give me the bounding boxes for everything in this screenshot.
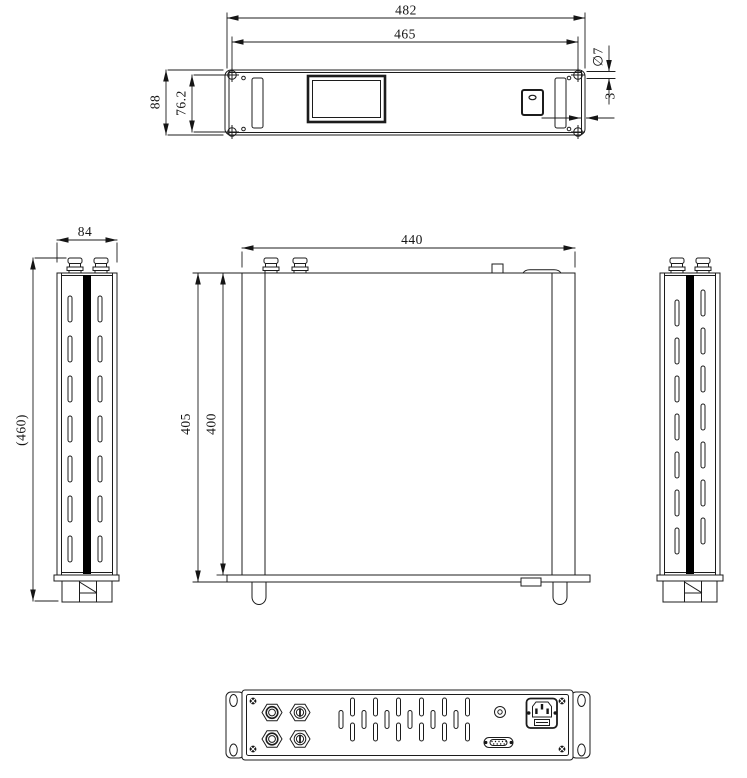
side-view-left xyxy=(14,224,120,602)
dim-overall-height: 88 xyxy=(147,94,163,110)
panel-screw-hole xyxy=(242,127,246,131)
dim-mounting-width: 465 xyxy=(394,26,416,42)
dim-edge-gap: 3 xyxy=(602,92,618,100)
top-base-plate xyxy=(227,575,590,605)
top-view xyxy=(178,232,590,605)
power-switch xyxy=(522,90,543,115)
top-cable-glands xyxy=(263,258,308,273)
dim-overall-width: 482 xyxy=(395,2,417,18)
panel-screw-hole xyxy=(242,76,246,80)
top-cable-glands xyxy=(67,258,109,273)
top-dome-cover xyxy=(523,270,561,273)
rear-view xyxy=(226,690,590,760)
front-vent-slot-right xyxy=(555,78,566,128)
dim-body-depth: 400 xyxy=(203,413,219,435)
top-cable-glands xyxy=(669,258,711,273)
display-window xyxy=(308,76,385,122)
top-dimensions xyxy=(178,232,575,582)
side-base-foot xyxy=(657,575,723,602)
dim-side-height: (460) xyxy=(13,414,29,446)
side-base-foot xyxy=(54,575,119,602)
front-view xyxy=(148,3,618,139)
rack-ear-screws xyxy=(226,69,585,139)
rack-ear-left xyxy=(226,692,244,758)
dim-depth-with-base: 405 xyxy=(178,413,193,435)
side-handle-stripe xyxy=(686,275,694,574)
rack-ear-right xyxy=(571,692,590,758)
side-dimensions xyxy=(14,224,118,601)
dim-hole-diameter: ∅7 xyxy=(590,47,606,67)
top-body-outline xyxy=(242,273,575,575)
dim-body-width: 440 xyxy=(401,232,423,247)
top-button xyxy=(492,264,503,273)
dim-hole-spacing: 76.2 xyxy=(173,90,189,116)
front-chassis-outline xyxy=(225,70,585,135)
panel-screw-hole xyxy=(567,76,571,80)
side-handle-stripe xyxy=(83,275,91,574)
front-dimensions xyxy=(148,3,618,136)
dim-side-width: 84 xyxy=(77,224,93,239)
foot-left xyxy=(252,582,266,605)
side-view-right xyxy=(657,258,723,602)
foot-right xyxy=(553,582,567,605)
base-notch xyxy=(521,578,541,586)
front-vent-slot-left xyxy=(252,78,263,128)
panel-screw-hole xyxy=(567,127,571,131)
